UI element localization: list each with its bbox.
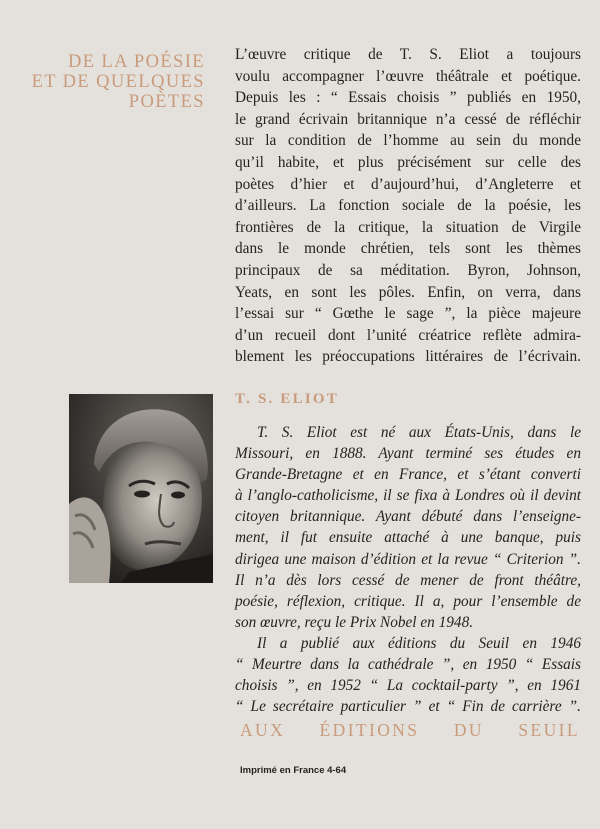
bio-line: poésie, réflexion, critique. Il a, pour l’ensemble de xyxy=(235,592,581,610)
intro-line: l’essai sur “ Gœthe le sage ”, la pièce majeure xyxy=(235,305,581,323)
bio-line: Missouri, en 1888. Ayant terminé ses études en xyxy=(235,445,581,463)
intro-line: qu’il habite, et plus précisément sur celle des xyxy=(235,153,581,171)
intro-line: le grand écrivain britannique n’a cessé de réfléchir xyxy=(235,110,581,128)
bio-line: Il a publié aux éditions du Seuil en 1946 xyxy=(257,634,581,652)
book-title-line: ET DE QUELQUES xyxy=(31,72,205,92)
author-name-heading: T. S. ELIOT xyxy=(235,391,339,407)
intro-line: frontières de la critique, la situation de Virgile xyxy=(235,218,581,236)
print-note: Imprimé en France 4-64 xyxy=(240,765,347,776)
intro-line: d’un recueil dont l’unité créatrice reflète admira- xyxy=(235,326,581,344)
author-biography xyxy=(235,422,581,717)
intro-line: L’œuvre critique de T. S. Eliot a toujours xyxy=(235,46,581,63)
bio-line: son œuvre, reçu le Prix Nobel en 1948. xyxy=(235,613,474,631)
bio-line: ment, il fut ensuite attaché à une banque, puis xyxy=(235,529,581,547)
intro-line: blement les préoccupations littéraires de l’écrivain. xyxy=(235,348,581,366)
intro-line: Yeats, en sont les pôles. Enfin, on verra, dans xyxy=(235,283,581,301)
intro-line: d’ailleurs. La fonction sociale de la poésie, les xyxy=(235,197,581,215)
book-title-line: POÈTES xyxy=(128,92,205,112)
intro-line: dans le monde chrétien, tels sont les thèmes xyxy=(235,240,581,258)
bio-line: “ Meurtre dans la cathédrale ”, en 1950 “ Essais xyxy=(235,656,581,674)
bio-line: choisis ”, en 1952 “ La cocktail-party ”, en 1961 xyxy=(235,677,581,695)
intro-line: poètes d’hier et d’aujourd’hui, d’Angleterre et xyxy=(235,175,581,193)
bio-line: citoyen britannique. Ayant débuté dans l’enseigne- xyxy=(235,508,581,526)
intro-line: principaux de sa méditation. Byron, Johnson, xyxy=(235,261,581,279)
intro-line: sur la condition de l’homme au sein du monde xyxy=(235,132,581,150)
book-title xyxy=(0,52,205,112)
publisher-name: AUX ÉDITIONS DU SEUIL xyxy=(240,720,580,740)
bio-line: “ Le secrétaire particulier ” et “ Fin de carrière ”. xyxy=(235,698,581,716)
bio-line: T. S. Eliot est né aux États-Unis, dans le xyxy=(257,424,581,441)
bio-line: Il n’a dès lors cessé de mener de front théâtre, xyxy=(235,571,581,589)
intro-paragraph xyxy=(235,44,581,368)
bio-line: dirigea une maison d’édition et la revue “ Criterion ”. xyxy=(235,550,581,568)
bio-line: à l’anglo-catholicisme, il se fixa à Londres où il devint xyxy=(235,487,581,505)
bio-line: Grande-Bretagne et en France, et s’étant converti xyxy=(235,466,581,484)
intro-line: voulu accompagner l’œuvre théâtrale et poétique. xyxy=(235,67,581,85)
book-title-line: DE LA POÉSIE xyxy=(67,52,205,72)
author-portrait-photo xyxy=(69,394,213,583)
intro-line: Depuis les : “ Essais choisis ” publiés en 1950, xyxy=(235,89,581,107)
